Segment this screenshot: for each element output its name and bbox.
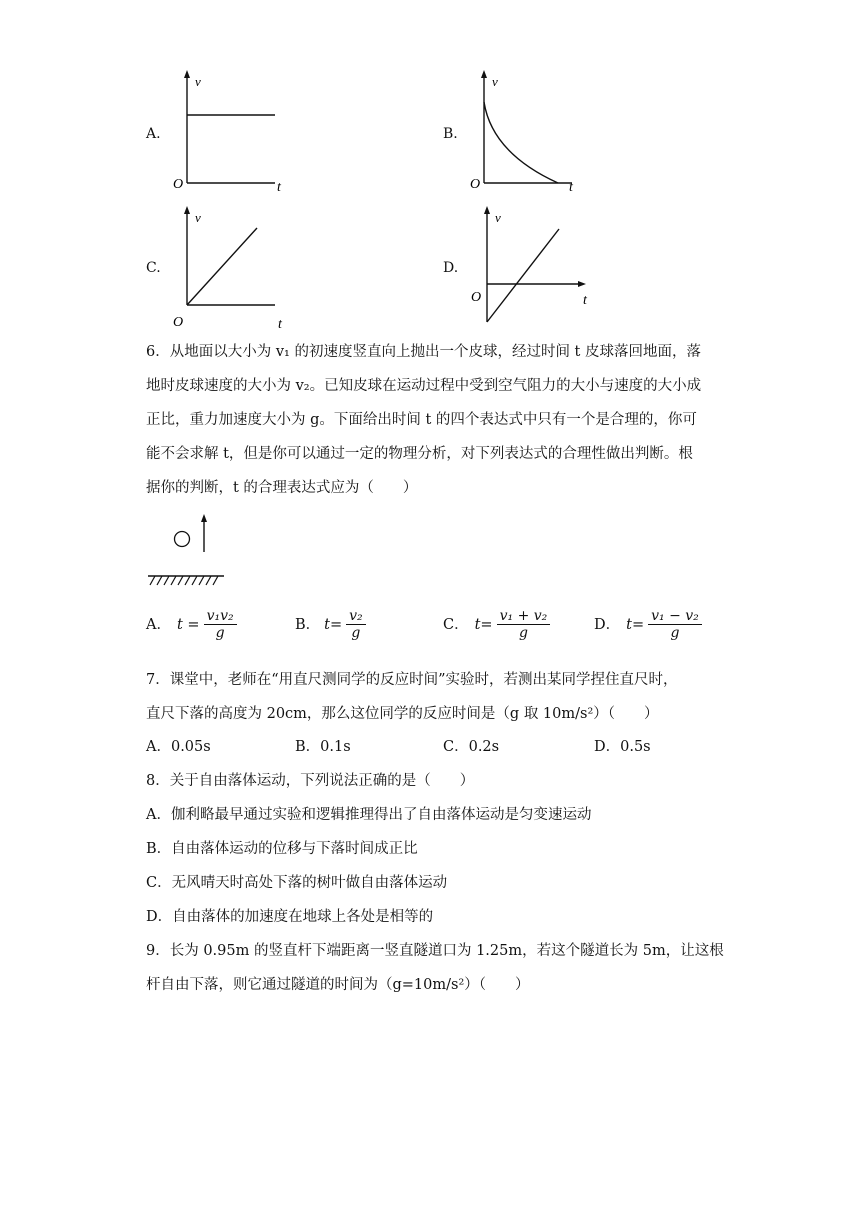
q7-line-2: 直尺下落的高度为 20cm，那么这位同学的反应时间是（g 取 10m/s²）（ ）: [146, 706, 659, 722]
q6-option-b[interactable]: B． t= $\frac{\text{v₂}}{g}$: [295, 608, 366, 641]
q6-line-3: 正比，重力加速度大小为 g。下面给出时间 t 的四个表达式中只有一个是合理的，你可: [146, 412, 697, 428]
q7-option-a[interactable]: A．0.05s: [146, 739, 211, 755]
graph-d-linear-negative-start: [462, 204, 602, 334]
graph-option-b-label: B.: [443, 126, 458, 142]
q8-option-d[interactable]: D．自由落体的加速度在地球上各处是相等的: [146, 909, 434, 925]
q6-option-a[interactable]: A． t = $\frac{\text{v₁v₂}}{g}$: [146, 608, 237, 641]
graph-c-linear-velocity: [165, 204, 285, 334]
svg-text:t: t: [569, 180, 573, 195]
svg-text:t: t: [278, 317, 282, 332]
axis-v: v: [195, 74, 201, 89]
q6-line-4: 能不会求解 t，但是你可以通过一定的物理分析，对下列表达式的合理性做出判断。根: [146, 446, 693, 462]
q8-option-a[interactable]: A．伽利略最早通过实验和逻辑推理得出了自由落体运动是匀变速运动: [146, 807, 592, 823]
q9-line-1: 9．长为 0.95m 的竖直杆下端距离一竖直隧道口为 1.25m，若这个隧道长为 5m，让这根: [146, 943, 724, 959]
q8-stem: 8．关于自由落体运动，下列说法正确的是（ ）: [146, 773, 475, 789]
q9-line-2: 杆自由下落，则它通过隧道的时间为（g=10m/s²）（ ）: [146, 977, 530, 993]
graph-option-c-label: C.: [146, 260, 161, 276]
q6-line-5: 据你的判断，t 的合理表达式应为（ ）: [146, 480, 418, 496]
q7-line-1: 7．课堂中，老师在“用直尺测同学的反应时间”实验时，若测出某同学捏住直尺时，: [146, 672, 678, 688]
svg-text:v: v: [495, 210, 501, 225]
q8-option-c[interactable]: C．无风晴天时高处下落的树叶做自由落体运动: [146, 875, 448, 891]
q6-option-c[interactable]: C． t= $\frac{\text{v₁ + v₂}}{g}$: [443, 608, 550, 641]
origin-o: O: [173, 177, 184, 192]
svg-text:v: v: [492, 74, 498, 89]
svg-text:t: t: [583, 293, 587, 308]
svg-text:O: O: [471, 290, 482, 305]
graph-option-a-label: A.: [146, 126, 161, 142]
graph-a-constant-velocity: [165, 68, 285, 198]
q6-line-1: 6．从地面以大小为 v₁ 的初速度竖直向上抛出一个皮球，经过时间 t 皮球落回地面，落: [146, 344, 701, 360]
q6-line-2: 地时皮球速度的大小为 v₂。已知皮球在运动过程中受到空气阻力的大小与速度的大小成: [146, 378, 702, 394]
svg-text:O: O: [173, 315, 184, 330]
q7-option-c[interactable]: C．0.2s: [443, 739, 500, 755]
q7-option-b[interactable]: B．0.1s: [295, 739, 351, 755]
graph-option-d-label: D.: [443, 260, 459, 276]
q8-option-b[interactable]: B．自由落体运动的位移与下落时间成正比: [146, 841, 418, 857]
svg-text:O: O: [470, 177, 481, 192]
q7-option-d[interactable]: D．0.5s: [594, 739, 651, 755]
q6-option-d[interactable]: D． t= $\frac{\text{v₁ − v₂}}{g}$: [594, 608, 702, 641]
graph-b-decaying-velocity: [462, 68, 592, 198]
axis-t: t: [277, 180, 281, 195]
svg-text:v: v: [195, 210, 201, 225]
ball-thrown-up-figure: [146, 512, 228, 588]
